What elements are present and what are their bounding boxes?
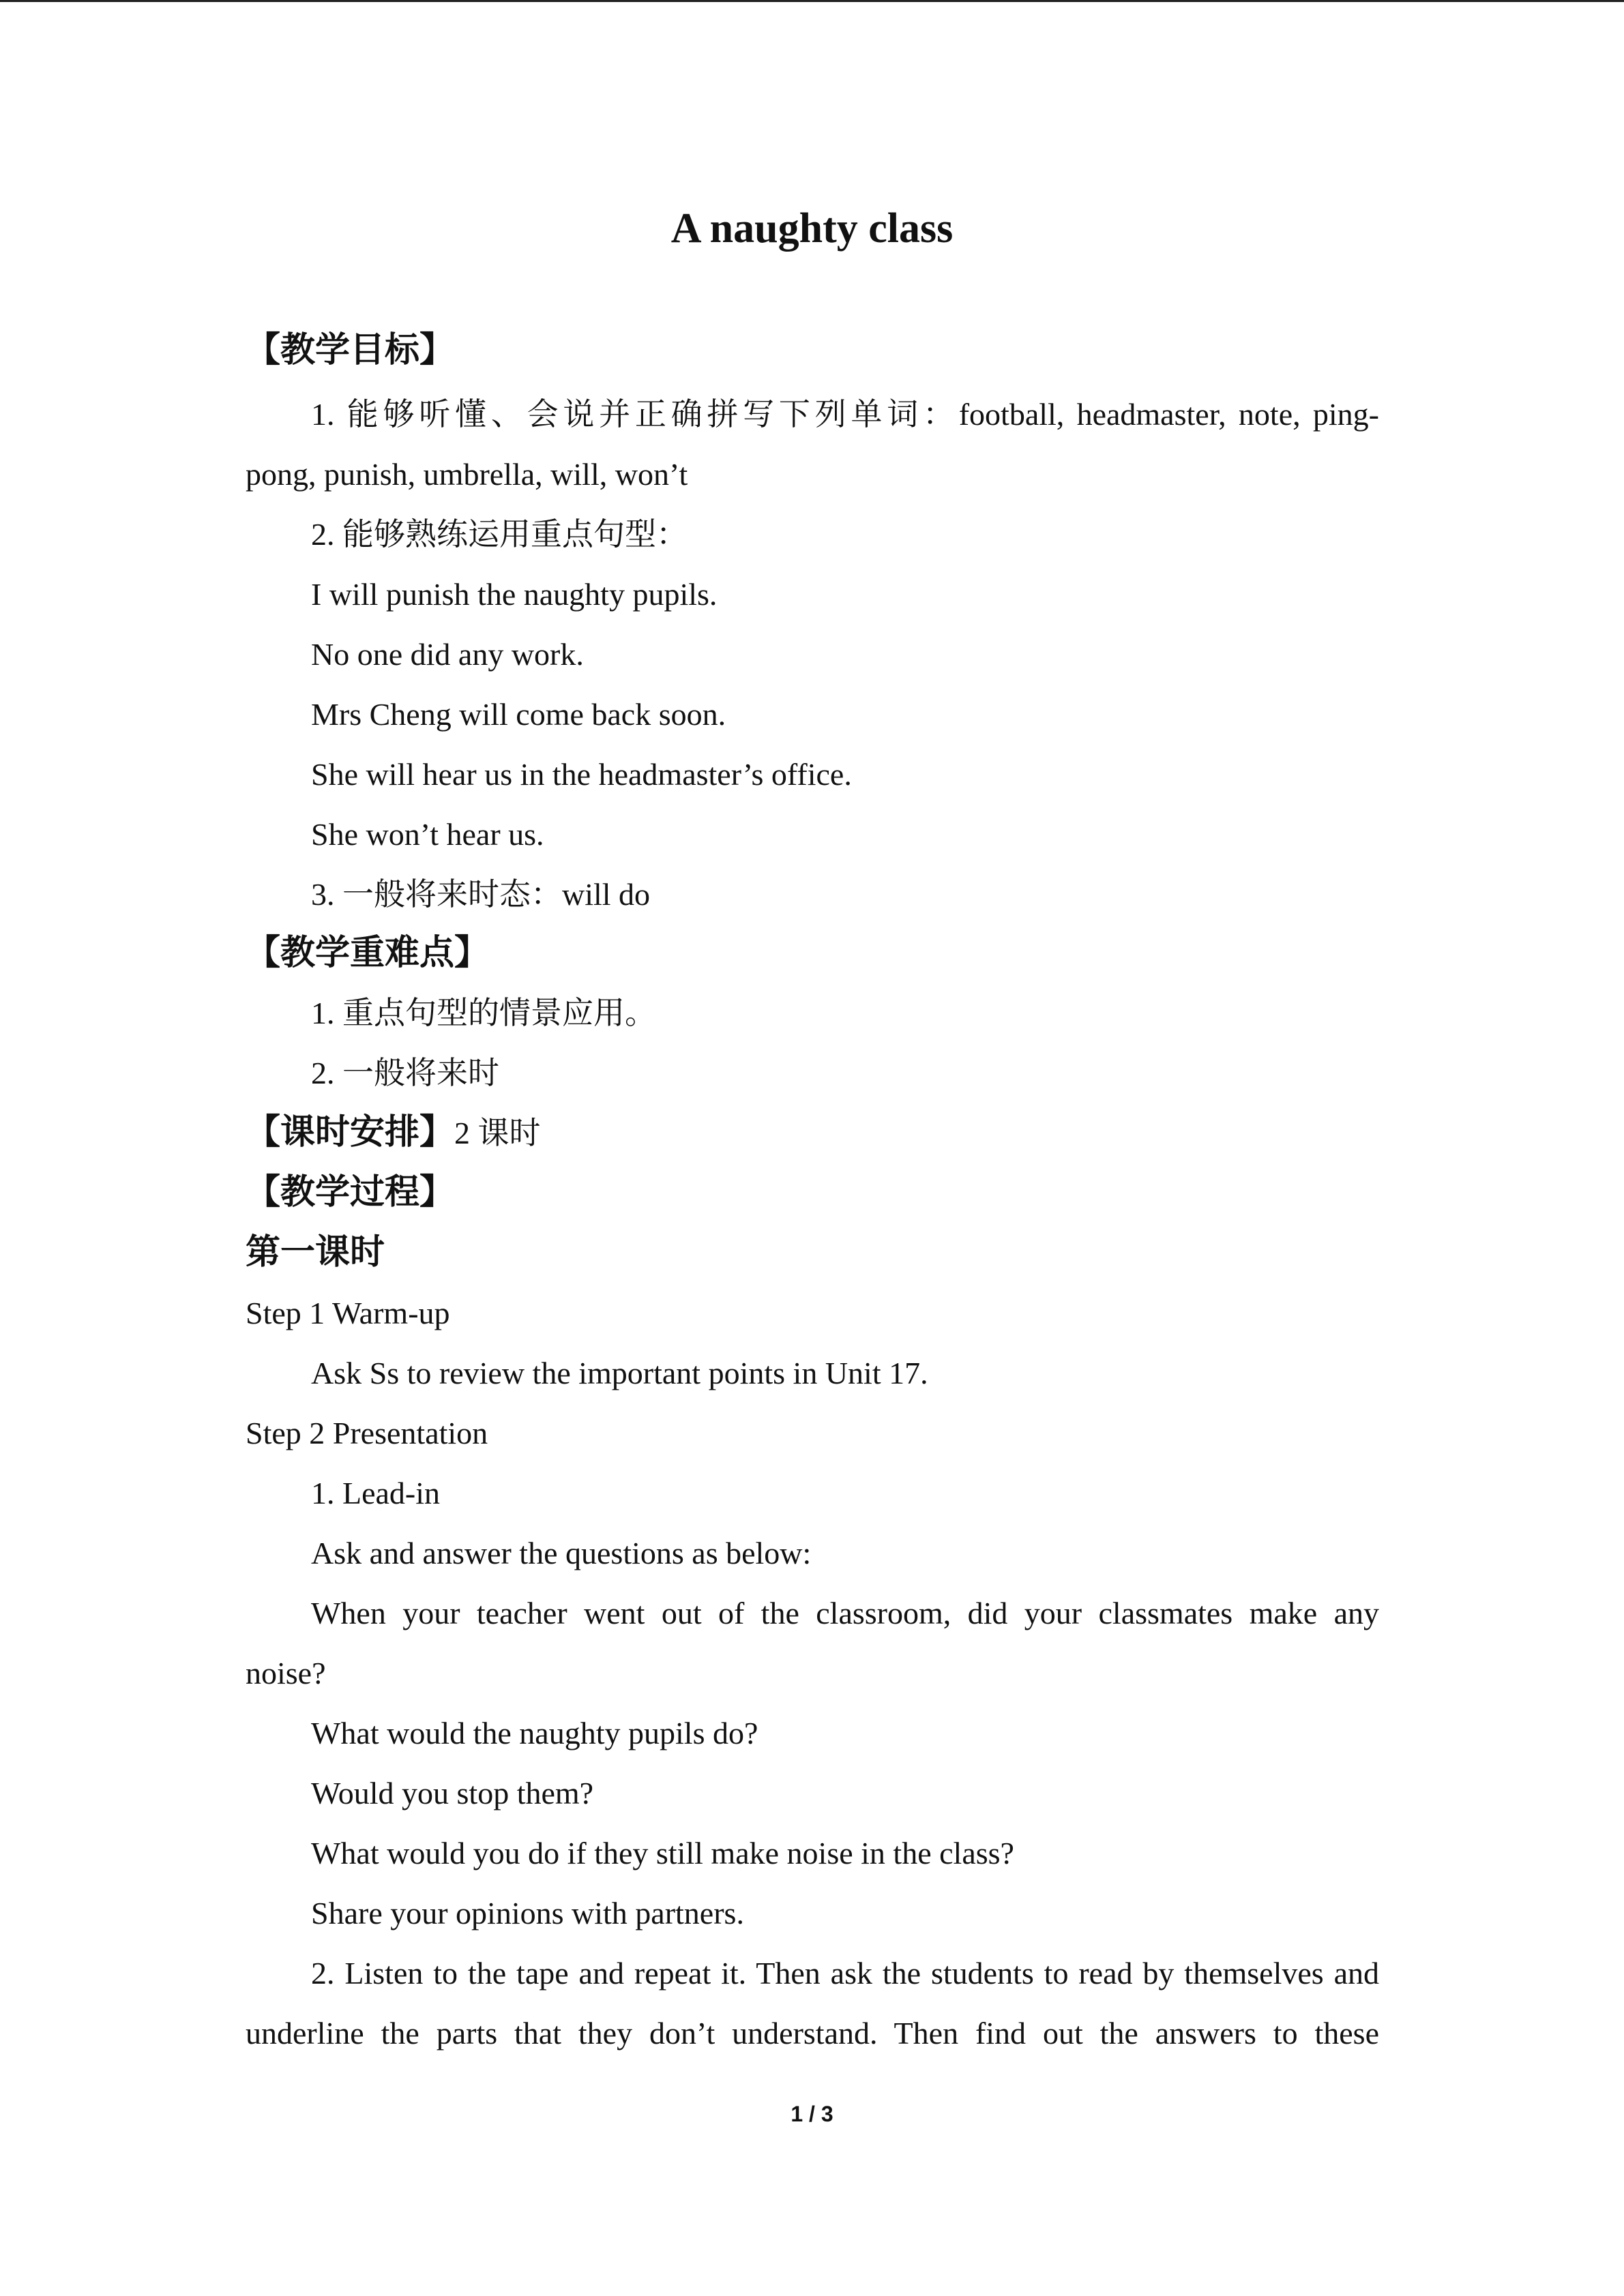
objective-2: 2. 能够熟练运用重点句型：	[311, 517, 688, 552]
heading-schedule	[246, 1103, 1379, 1163]
objective-1-line-2: pong, punish, umbrella, will, won’t	[246, 457, 688, 492]
question-4: What would you do if they still make noise in the class?	[311, 1836, 1014, 1870]
heading-process: 【教学过程】	[246, 1172, 455, 1212]
sentence-3: Mrs Cheng will come back soon.	[311, 697, 726, 732]
step-1-text: Ask Ss to review the important points in Unit 17.	[311, 1356, 928, 1390]
sentence-1: I will punish the naughty pupils.	[311, 577, 718, 612]
objective-1-line-1: 1. 能够听懂、会说并正确拼写下列单词：football, headmaster, note, ping-	[311, 397, 1379, 432]
listen-line-1: 2. Listen to the tape and repeat it. Then ask the students to read by themselves and	[311, 1956, 1379, 1991]
key-point-2: 2. 一般将来时	[311, 1056, 499, 1090]
lead-in: 1. Lead-in	[311, 1476, 441, 1510]
heading-lesson-one: 第一课时	[246, 1232, 385, 1272]
question-1-line-1: When your teacher went out of the classroom, did your classmates make any	[311, 1596, 1379, 1630]
sentence-4: She will hear us in the headmaster’s office.	[311, 757, 852, 792]
sentence-5: She won’t hear us.	[311, 817, 544, 852]
heading-objectives: 【教学目标】	[246, 330, 455, 370]
share-instruction: Share your opinions with partners.	[311, 1896, 744, 1930]
step-1-heading: Step 1 Warm-up	[246, 1296, 450, 1330]
heading-key-points: 【教学重难点】	[246, 933, 490, 973]
page-number: 1 / 3	[791, 2102, 833, 2126]
key-point-1: 1. 重点句型的情景应用。	[311, 996, 656, 1030]
step-2-heading: Step 2 Presentation	[246, 1416, 488, 1450]
schedule-value: 2 课时	[454, 1116, 541, 1150]
question-3: Would you stop them?	[311, 1776, 594, 1810]
page-title: A naughty class	[670, 205, 954, 252]
question-1-line-2: noise?	[246, 1656, 326, 1690]
ask-instruction: Ask and answer the questions as below:	[311, 1536, 812, 1570]
listen-line-2: underline the parts that they don’t understand. Then find out the answers to these	[246, 2016, 1379, 2051]
objective-3: 3. 一般将来时态：will do	[311, 877, 651, 912]
page-top-border	[0, 0, 1624, 2]
question-2: What would the naughty pupils do?	[311, 1716, 758, 1750]
schedule-label: 【课时安排】	[246, 1112, 455, 1152]
sentence-2: No one did any work.	[311, 637, 584, 672]
